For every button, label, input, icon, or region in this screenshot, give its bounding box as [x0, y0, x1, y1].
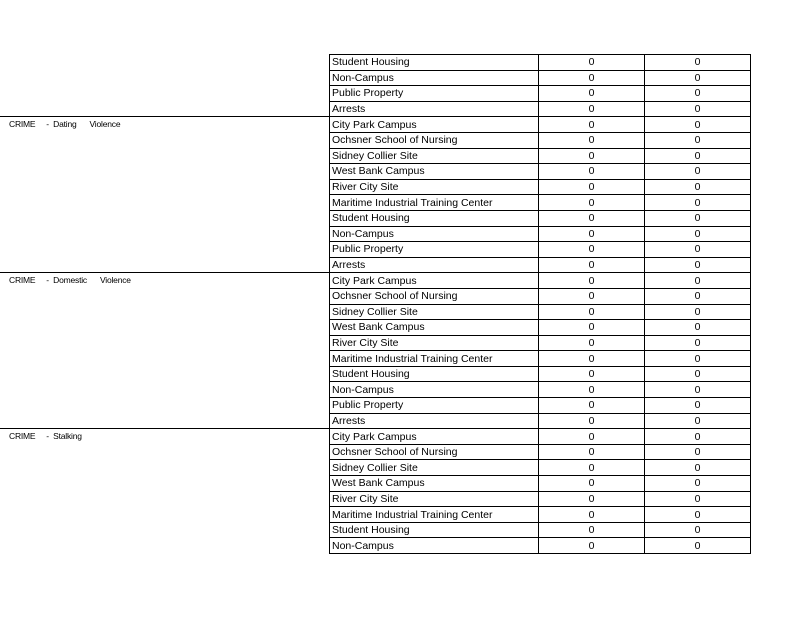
count-cell: 0 [645, 522, 751, 538]
table-row [330, 148, 751, 164]
count-cell: 0 [645, 444, 751, 460]
count-cell: 0 [645, 226, 751, 242]
location-cell: Sidney Collier Site [330, 304, 539, 320]
location-cell: Non-Campus [330, 382, 539, 398]
location-cell: Maritime Industrial Training Center [330, 507, 539, 523]
table-row [330, 55, 751, 71]
location-cell: City Park Campus [330, 273, 539, 289]
count-cell: 0 [539, 398, 645, 414]
table-row [330, 304, 751, 320]
table-row [330, 460, 751, 476]
count-cell: 0 [539, 179, 645, 195]
count-cell: 0 [645, 398, 751, 414]
count-cell: 0 [645, 148, 751, 164]
crime-category-label: CRIME - Domestic Violence [9, 275, 131, 286]
count-cell: 0 [645, 476, 751, 492]
location-cell: Sidney Collier Site [330, 460, 539, 476]
table-row [330, 288, 751, 304]
table-row [330, 242, 751, 258]
count-cell: 0 [645, 70, 751, 86]
count-cell: 0 [645, 460, 751, 476]
table-row [330, 132, 751, 148]
count-cell: 0 [645, 117, 751, 133]
count-cell: 0 [539, 288, 645, 304]
count-cell: 0 [539, 132, 645, 148]
location-cell: Ochsner School of Nursing [330, 444, 539, 460]
count-cell: 0 [539, 226, 645, 242]
location-cell: River City Site [330, 179, 539, 195]
count-cell: 0 [539, 257, 645, 273]
count-cell: 0 [645, 538, 751, 554]
count-cell: 0 [645, 413, 751, 429]
location-cell: Sidney Collier Site [330, 148, 539, 164]
count-cell: 0 [539, 460, 645, 476]
count-cell: 0 [539, 210, 645, 226]
count-cell: 0 [645, 195, 751, 211]
location-cell: City Park Campus [330, 429, 539, 445]
location-cell: Maritime Industrial Training Center [330, 351, 539, 367]
count-cell: 0 [539, 55, 645, 71]
location-cell: River City Site [330, 491, 539, 507]
section-divider [0, 116, 329, 117]
count-cell: 0 [645, 242, 751, 258]
count-cell: 0 [645, 320, 751, 336]
count-cell: 0 [645, 210, 751, 226]
count-cell: 0 [539, 86, 645, 102]
location-cell: West Bank Campus [330, 164, 539, 180]
table-row [330, 226, 751, 242]
table-row [330, 320, 751, 336]
count-cell: 0 [645, 86, 751, 102]
count-cell: 0 [539, 538, 645, 554]
count-cell: 0 [539, 444, 645, 460]
count-cell: 0 [645, 273, 751, 289]
table-row [330, 101, 751, 117]
count-cell: 0 [539, 366, 645, 382]
table-row [330, 507, 751, 523]
count-cell: 0 [645, 351, 751, 367]
location-cell: Student Housing [330, 55, 539, 71]
count-cell: 0 [645, 366, 751, 382]
location-cell: Maritime Industrial Training Center [330, 195, 539, 211]
count-cell: 0 [539, 476, 645, 492]
crime-category-label: CRIME - Dating Violence [9, 119, 121, 130]
count-cell: 0 [539, 413, 645, 429]
table-row [330, 351, 751, 367]
count-cell: 0 [539, 101, 645, 117]
count-cell: 0 [539, 195, 645, 211]
location-cell: Public Property [330, 242, 539, 258]
table-row [330, 335, 751, 351]
table-row [330, 70, 751, 86]
table-row [330, 398, 751, 414]
table-row [330, 522, 751, 538]
location-cell: Ochsner School of Nursing [330, 288, 539, 304]
count-cell: 0 [539, 429, 645, 445]
location-cell: Public Property [330, 86, 539, 102]
location-cell: Student Housing [330, 522, 539, 538]
crime-statistics-table [329, 54, 751, 554]
count-cell: 0 [539, 320, 645, 336]
location-cell: West Bank Campus [330, 320, 539, 336]
count-cell: 0 [539, 335, 645, 351]
table-row [330, 179, 751, 195]
crime-category-label: CRIME - Stalking [9, 431, 82, 442]
table-row [330, 117, 751, 133]
count-cell: 0 [645, 132, 751, 148]
count-cell: 0 [539, 148, 645, 164]
table-row [330, 210, 751, 226]
location-cell: River City Site [330, 335, 539, 351]
table-row [330, 366, 751, 382]
location-cell: Arrests [330, 101, 539, 117]
location-cell: Student Housing [330, 366, 539, 382]
table-row [330, 382, 751, 398]
count-cell: 0 [539, 70, 645, 86]
table-row [330, 195, 751, 211]
location-cell: West Bank Campus [330, 476, 539, 492]
location-cell: Non-Campus [330, 226, 539, 242]
location-cell: Arrests [330, 257, 539, 273]
count-cell: 0 [539, 351, 645, 367]
count-cell: 0 [539, 382, 645, 398]
location-cell: Public Property [330, 398, 539, 414]
location-cell: Non-Campus [330, 538, 539, 554]
count-cell: 0 [645, 55, 751, 71]
table-row [330, 164, 751, 180]
section-divider [0, 272, 329, 273]
count-cell: 0 [539, 522, 645, 538]
location-cell: City Park Campus [330, 117, 539, 133]
count-cell: 0 [539, 507, 645, 523]
location-cell: Ochsner School of Nursing [330, 132, 539, 148]
count-cell: 0 [539, 273, 645, 289]
table-row [330, 273, 751, 289]
count-cell: 0 [645, 164, 751, 180]
count-cell: 0 [645, 304, 751, 320]
count-cell: 0 [645, 335, 751, 351]
table-row [330, 257, 751, 273]
count-cell: 0 [645, 101, 751, 117]
count-cell: 0 [645, 429, 751, 445]
table-row [330, 476, 751, 492]
table-row [330, 538, 751, 554]
table-row [330, 491, 751, 507]
count-cell: 0 [539, 242, 645, 258]
count-cell: 0 [539, 117, 645, 133]
location-cell: Arrests [330, 413, 539, 429]
table-row [330, 86, 751, 102]
count-cell: 0 [645, 257, 751, 273]
count-cell: 0 [645, 382, 751, 398]
count-cell: 0 [645, 179, 751, 195]
count-cell: 0 [645, 507, 751, 523]
table-row [330, 444, 751, 460]
count-cell: 0 [645, 491, 751, 507]
location-cell: Non-Campus [330, 70, 539, 86]
table-row [330, 413, 751, 429]
count-cell: 0 [645, 288, 751, 304]
count-cell: 0 [539, 304, 645, 320]
count-cell: 0 [539, 491, 645, 507]
section-divider [0, 428, 329, 429]
count-cell: 0 [539, 164, 645, 180]
table-row [330, 429, 751, 445]
location-cell: Student Housing [330, 210, 539, 226]
